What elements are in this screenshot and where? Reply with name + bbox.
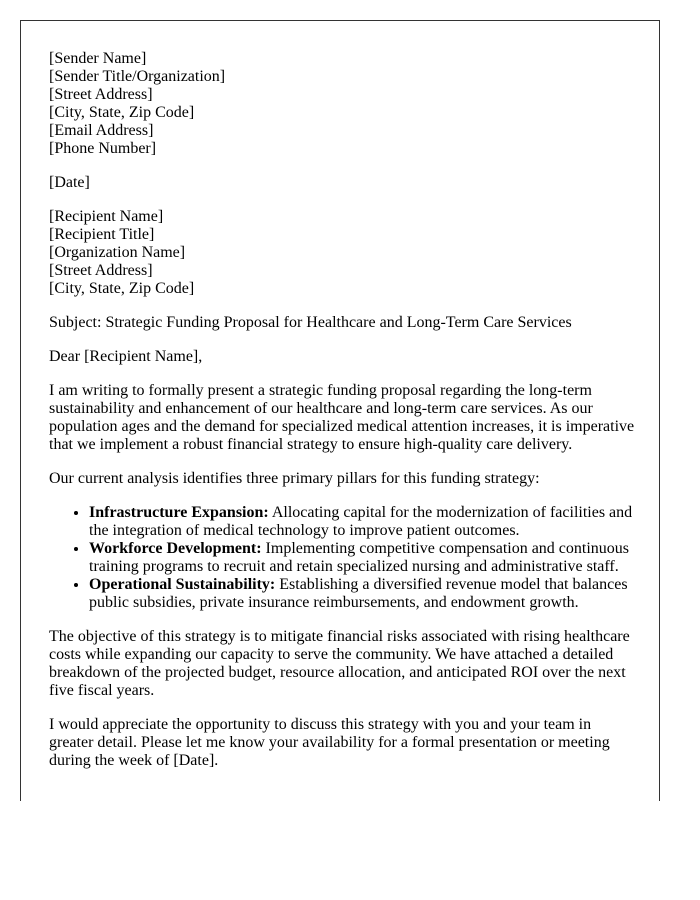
pillar-text: Allocating capital for the modernization of facilities and the integration of medical technology to improve patient outcomes. xyxy=(89,504,633,539)
pillars-intro-paragraph: Our current analysis identifies three primary pillars for this funding strategy: xyxy=(49,470,540,487)
sender-city-state-zip: [City, State, Zip Code] xyxy=(49,104,195,121)
recipient-city-state-zip: [City, State, Zip Code] xyxy=(49,280,195,297)
pillar-title: Workforce Development: xyxy=(89,540,262,557)
pillar-text: Implementing competitive compensation and continuous training programs to recruit and retain specialized nursing and administrative staff. xyxy=(89,540,630,575)
recipient-name: [Recipient Name] xyxy=(49,208,164,225)
letter-date: [Date] xyxy=(49,174,90,191)
intro-paragraph: I am writing to formally present a strategic funding proposal regarding the long-term sustainability and enhancement of our healthcare and long-term care services. As our population ages and the demand for specialized medical attention increases, it is imperative that we implement a robust financial strategy to ensure high-quality care delivery. xyxy=(49,382,635,453)
pillar-title: Operational Sustainability: xyxy=(89,576,276,593)
pillar-item-infrastructure xyxy=(89,504,639,540)
recipient-address-block xyxy=(49,208,639,298)
sender-phone: [Phone Number] xyxy=(49,140,157,157)
pillar-item-operational xyxy=(89,576,639,612)
letter-page xyxy=(20,20,660,801)
salutation: Dear [Recipient Name], xyxy=(49,348,203,365)
recipient-title: [Recipient Title] xyxy=(49,226,155,243)
closing-request-paragraph: I would appreciate the opportunity to discuss this strategy with you and your team in greater detail. Please let me know your availability for a formal presentation or meeting during the week of [Date]. xyxy=(49,716,610,769)
pillar-text: Establishing a diversified revenue model that balances public subsidies, private insurance reimbursements, and endowment growth. xyxy=(89,576,628,611)
pillars-list xyxy=(49,504,639,612)
sender-email: [Email Address] xyxy=(49,122,154,139)
objective-paragraph: The objective of this strategy is to mitigate financial risks associated with rising healthcare costs while expanding our capacity to serve the community. We have attached a detailed breakdown of the projected budget, resource allocation, and anticipated ROI over the next five fiscal years. xyxy=(49,628,630,699)
sender-title-organization: [Sender Title/Organization] xyxy=(49,68,226,85)
subject-line: Subject: Strategic Funding Proposal for Healthcare and Long-Term Care Services xyxy=(49,314,572,331)
pillar-item-workforce xyxy=(89,540,639,576)
sender-address-block xyxy=(49,50,639,158)
recipient-organization: [Organization Name] xyxy=(49,244,186,261)
recipient-street-address: [Street Address] xyxy=(49,262,153,279)
sender-name: [Sender Name] xyxy=(49,50,147,67)
pillar-title: Infrastructure Expansion: xyxy=(89,504,269,521)
date-block xyxy=(49,174,639,192)
sender-street-address: [Street Address] xyxy=(49,86,153,103)
